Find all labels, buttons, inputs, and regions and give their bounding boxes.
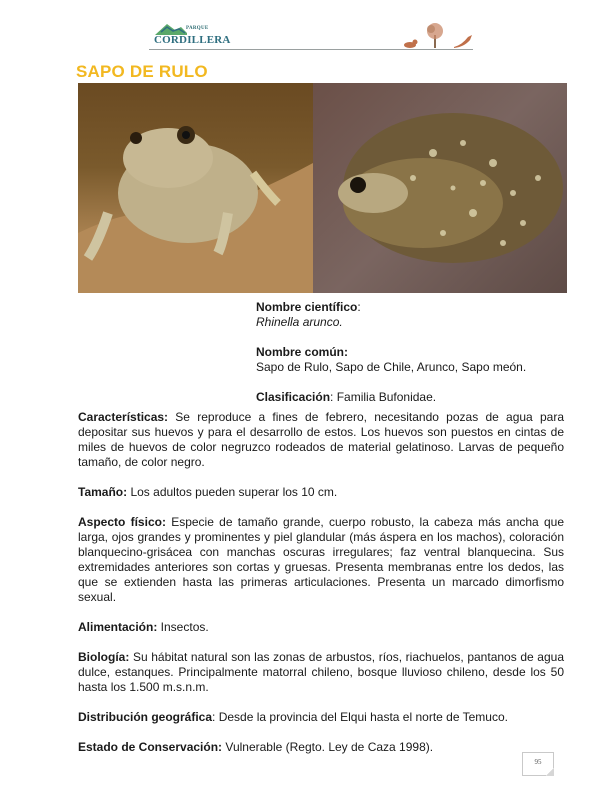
section-label: Estado de Conservación: <box>78 740 223 754</box>
section-conservacion <box>78 740 564 755</box>
section-distribucion <box>78 710 564 725</box>
parque-cordillera-logo <box>149 22 229 52</box>
toad-photo-right <box>313 83 567 293</box>
scientific-name-label: Nombre científico <box>256 300 358 314</box>
section-text: Se reproduce a fines de febrero, necesitando pozas de agua para depositar sus huevos y para el desarrollo de estos. Los huevos son puestos en cintas de miles de huevos de color negruzco rodeados de material gelatinoso. Larvas de pequeño tamaño, de color negro. <box>78 410 564 469</box>
section-text: Los adultos pueden superar los 10 cm. <box>127 485 338 499</box>
section-text: Insectos. <box>157 620 209 634</box>
section-text: : Desde la provincia del Elqui hasta el norte de Temuco. <box>212 710 508 724</box>
page-number: 95 <box>534 758 542 766</box>
section-text: Su hábitat natural son las zonas de arbustos, ríos, riachuelos, pantanos de agua dulce, estanques. Principalmente matorral chileno, bosque lluvioso chileno, desde los 50 hasta los 1.500 m.s.n.m. <box>78 650 564 694</box>
page-header <box>145 18 475 58</box>
fox-tree-bird-illustration-icon <box>398 21 476 49</box>
section-label: Tamaño: <box>78 485 128 499</box>
scientific-name-block <box>256 300 526 330</box>
section-text: Especie de tamaño grande, cuerpo robusto, la cabeza más ancha que larga, ojos grandes y prominentes y piel glandular (más áspera en los machos), coloración blanquecino-grisácea con manchas oscuras irregulares; faz ventral blanquecina. Sus extremidades anteriores son cortas y gruesas. Presenta membranas entre los dedos, las que se extienden hasta las primeras articulaciones. Presenta un marcado dimorfismo sexual. <box>78 515 564 604</box>
section-label: Biología: <box>78 650 130 664</box>
classification-value: : Familia Bufonidae. <box>330 390 437 404</box>
species-summary <box>256 300 526 420</box>
page-curl-icon <box>546 768 554 776</box>
section-label: Distribución geográfica <box>78 710 213 724</box>
page-number-badge <box>522 752 554 776</box>
classification-block <box>256 390 526 405</box>
toad-photo-left <box>78 83 313 293</box>
common-name-label: Nombre común: <box>256 345 349 359</box>
page-title: SAPO DE RULO <box>76 62 208 81</box>
photo-strip <box>78 83 567 293</box>
species-description <box>78 410 564 770</box>
section-alimentacion <box>78 620 564 635</box>
scientific-name-colon: : <box>357 300 361 314</box>
logo-parque-text: PARQUE <box>186 26 209 31</box>
section-aspecto-fisico <box>78 515 564 605</box>
section-label: Aspecto físico: <box>78 515 166 529</box>
classification-label: Clasificación <box>256 390 331 404</box>
section-label: Alimentación: <box>78 620 158 634</box>
toad-on-sand-image <box>78 83 313 293</box>
section-text: Vulnerable (Regto. Ley de Caza 1998). <box>222 740 434 754</box>
common-name-block <box>256 345 526 375</box>
section-tamano <box>78 485 564 500</box>
scientific-name-value: Rhinella arunco. <box>256 315 343 329</box>
common-name-value: Sapo de Rulo, Sapo de Chile, Arunco, Sapo meón. <box>256 360 527 374</box>
section-label: Características: <box>78 410 169 424</box>
header-divider <box>149 49 473 50</box>
section-caracteristicas <box>78 410 564 470</box>
logo-name-text: CORDILLERA <box>154 34 231 46</box>
section-biologia <box>78 650 564 695</box>
toad-on-rock-image <box>313 83 567 293</box>
